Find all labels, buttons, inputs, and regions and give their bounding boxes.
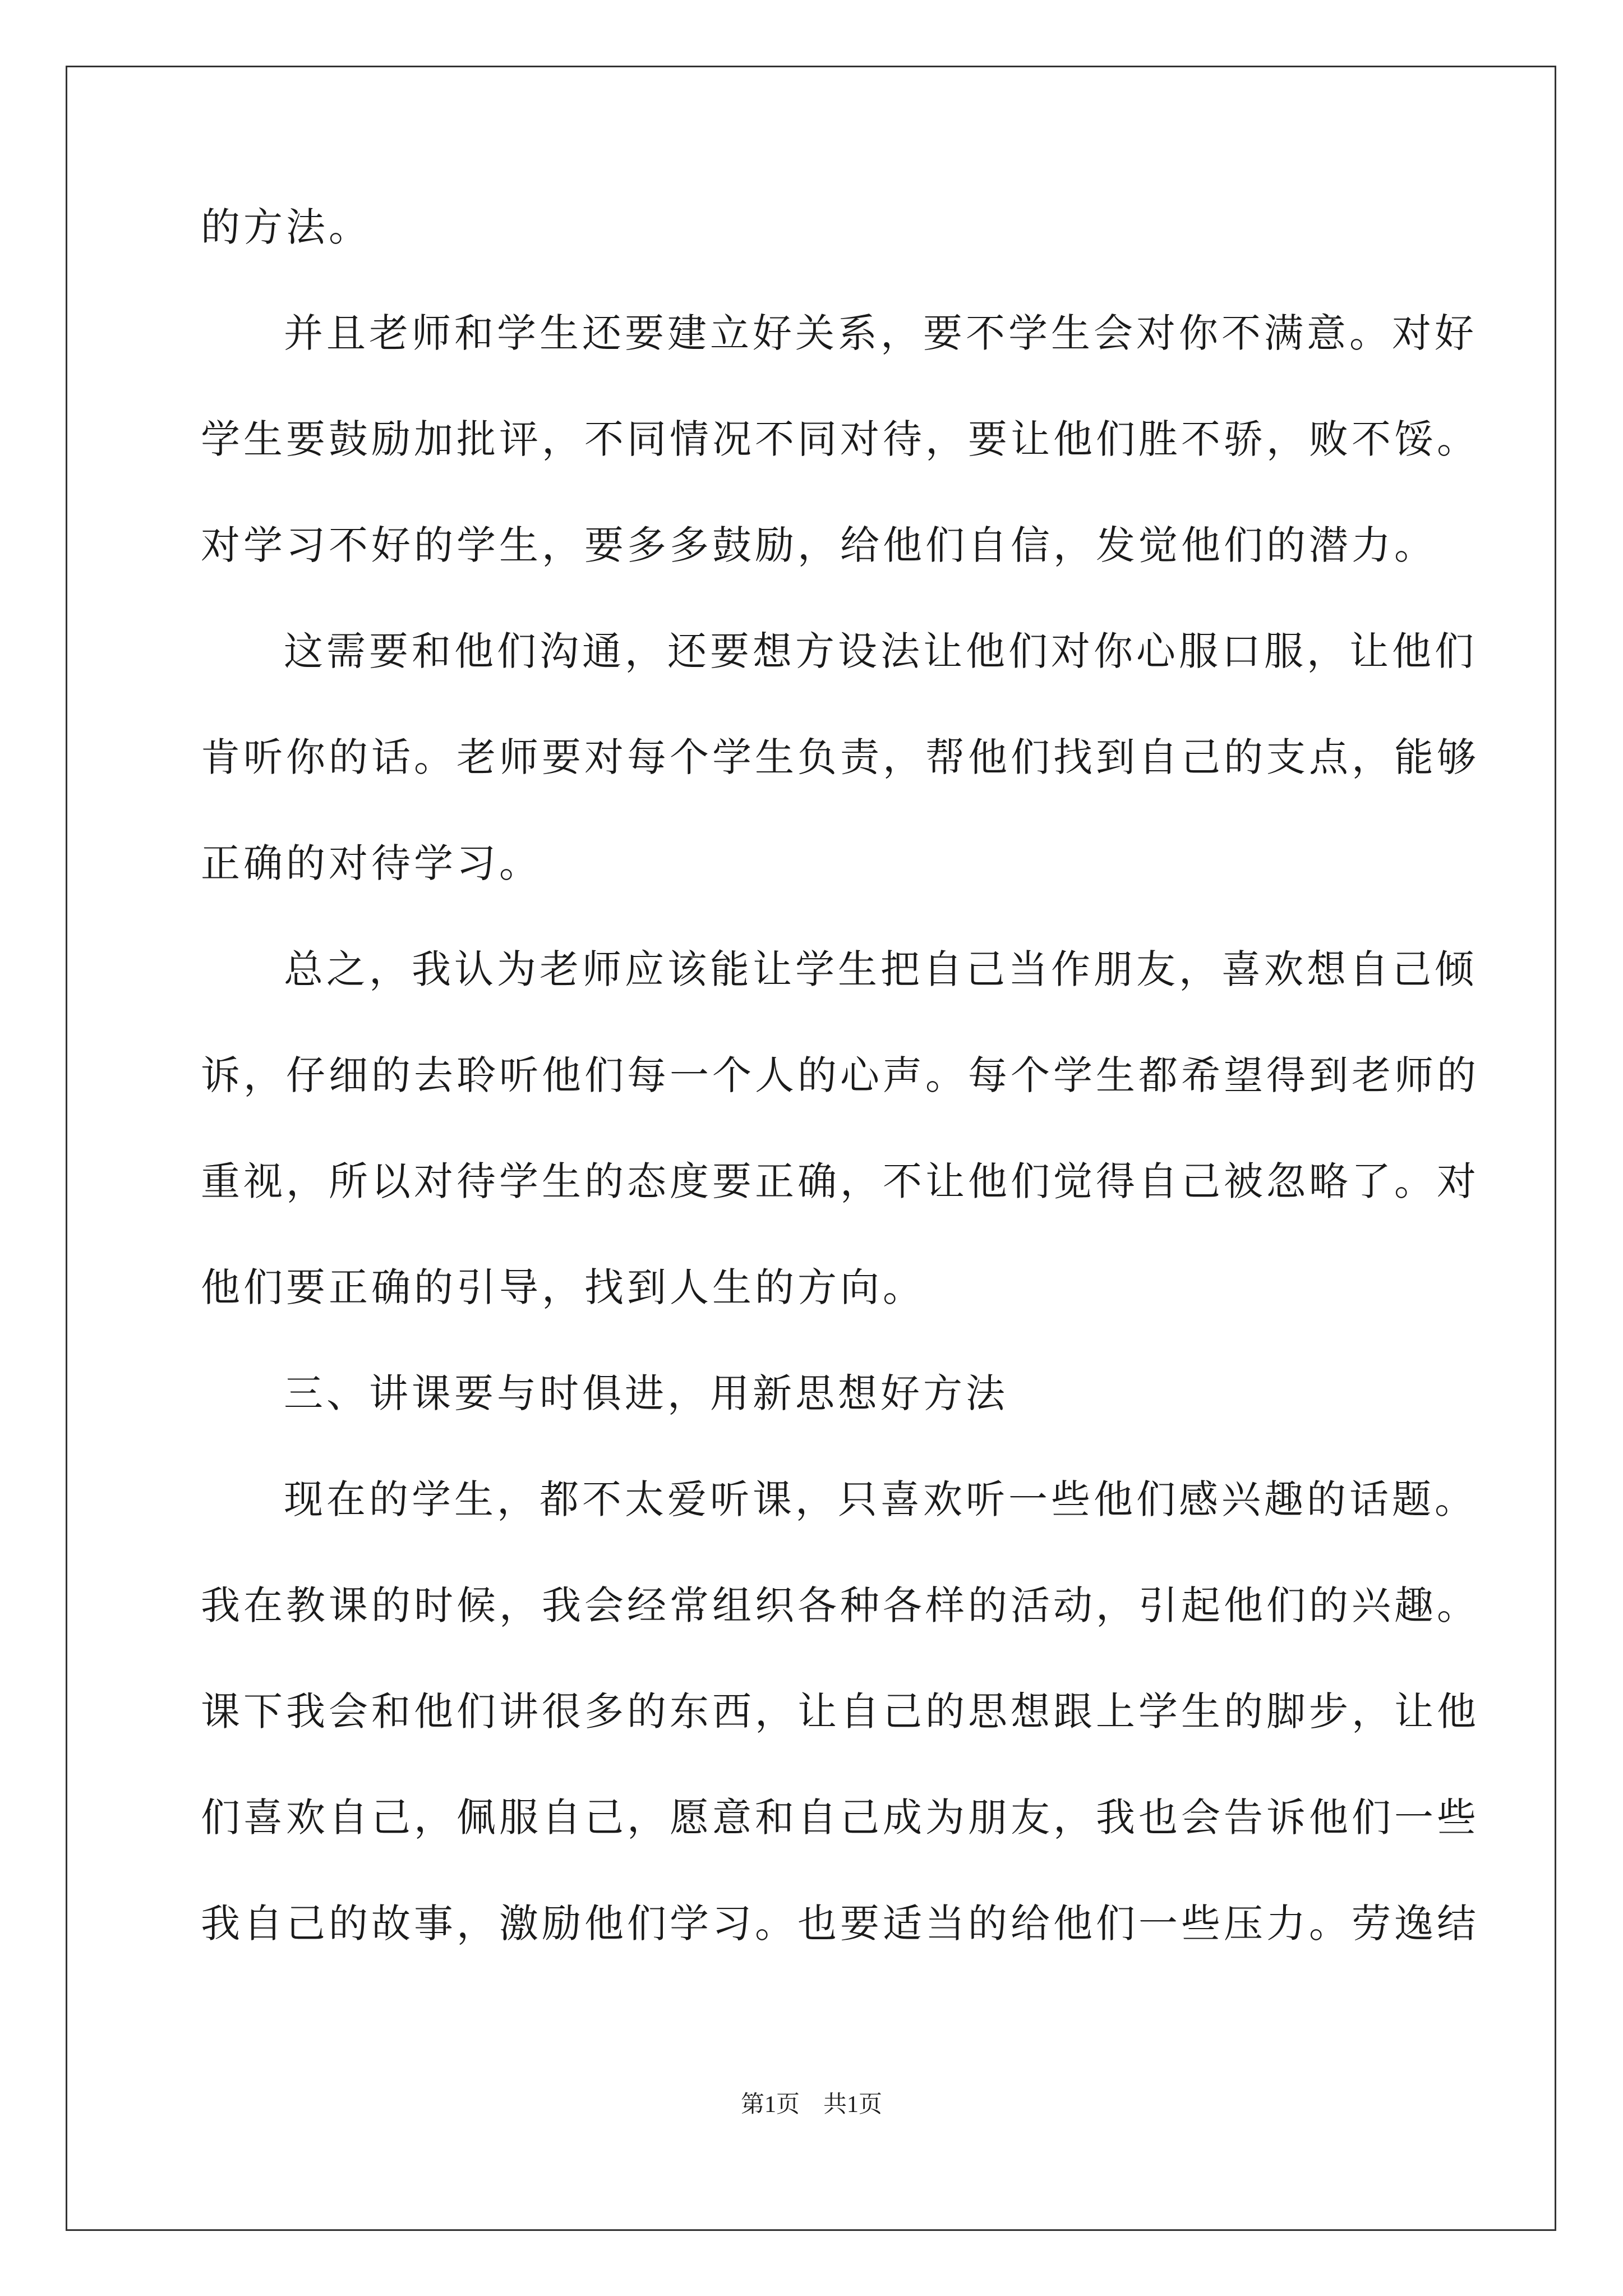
text-line: 三、讲课要与时俱进，用新思想好方法 (284, 1370, 1008, 1416)
text-line: 并且老师和学生还要建立好关系，要不学生会对你不满意。对好 (284, 310, 1477, 356)
text-line: 我自己的故事，激励他们学习。也要适当的给他们一些压力。劳逸结 (201, 1901, 1479, 1947)
text-line: 总之，我认为老师应该能让学生把自己当作朋友，喜欢想自己倾 (284, 946, 1477, 992)
text-line: 他们要正确的引导，找到人生的方向。 (201, 1264, 925, 1310)
text-line: 重视，所以对待学生的态度要正确，不让他们觉得自己被忽略了。对 (201, 1158, 1479, 1204)
text-line: 学生要鼓励加批评，不同情况不同对待，要让他们胜不骄，败不馁。 (201, 416, 1479, 462)
text-line: 我在教课的时候，我会经常组织各种各样的活动，引起他们的兴趣。 (201, 1582, 1479, 1628)
text-line: 正确的对待学习。 (201, 840, 542, 886)
text-line: 课下我会和他们讲很多的东西，让自己的思想跟上学生的脚步，让他 (201, 1688, 1479, 1734)
page-footer: 第1页 共1页 (740, 2092, 882, 2118)
text-line: 对学习不好的学生，要多多鼓励，给他们自信，发觉他们的潜力。 (201, 522, 1437, 568)
text-line: 肯听你的话。老师要对每个学生负责，帮他们找到自己的支点，能够 (201, 734, 1479, 780)
text-line: 的方法。 (201, 204, 371, 250)
text-line: 现在的学生，都不太爱听课，只喜欢听一些他们感兴趣的话题。 (284, 1476, 1477, 1522)
text-line: 们喜欢自己，佩服自己，愿意和自己成为朋友，我也会告诉他们一些 (201, 1795, 1479, 1841)
text-line: 这需要和他们沟通，还要想方设法让他们对你心服口服，让他们 (284, 628, 1477, 674)
text-line: 诉，仔细的去聆听他们每一个人的心声。每个学生都希望得到老师的 (201, 1052, 1479, 1098)
document-body (201, 204, 1479, 2010)
